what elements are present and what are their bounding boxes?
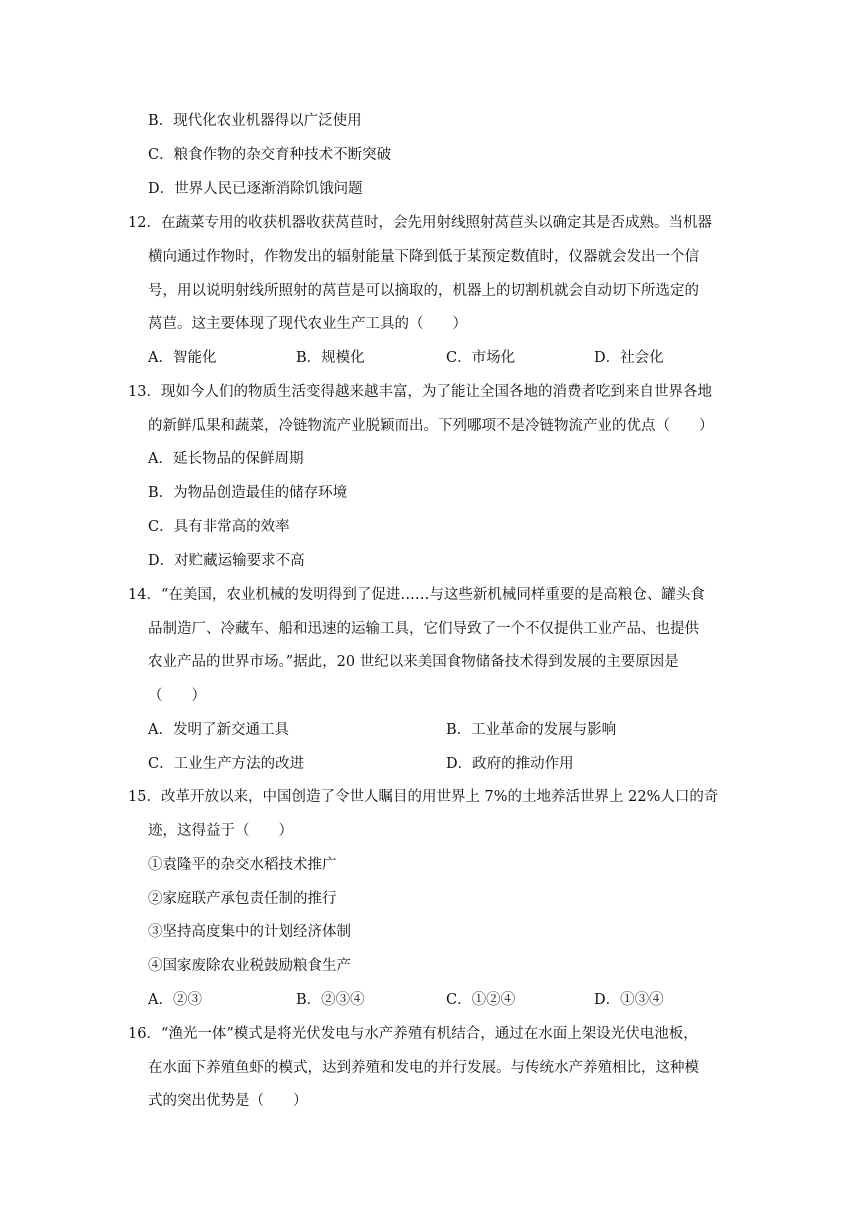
q12-stem-line-3: 号，用以说明射线所照射的莴苣是可以摘取的，机器上的切割机就会自动切下所选定的 <box>148 283 699 299</box>
q12-option-d: D．社会化 <box>594 350 664 366</box>
q14-stem-line-3: 农业产品的世界市场。”据此，20 世纪以来美国食物储备技术得到发展的主要原因是 <box>148 654 679 670</box>
q15-option-c: C．①②④ <box>446 992 516 1008</box>
q13-option-d: D．对贮藏运输要求不高 <box>148 553 305 569</box>
q15-option-d: D．①③④ <box>594 992 664 1008</box>
q15-statement-4: ④国家废除农业税鼓励粮食生产 <box>148 958 351 974</box>
q12-option-b: B．规模化 <box>296 350 365 366</box>
q16-stem-line-1: 16．“渔光一体”模式是将光伏发电与水产养殖有机结合，通过在水面上架设光伏电池板， <box>128 1026 698 1042</box>
q12-stem-line-4: 莴苣。这主要体现了现代农业生产工具的（ ） <box>148 316 467 332</box>
q11-option-d: D．世界人民已逐渐消除饥饿问题 <box>148 181 363 197</box>
q14-option-d: D．政府的推动作用 <box>446 756 574 772</box>
q11-option-c: C．粮食作物的杂交育种技术不断突破 <box>148 147 392 163</box>
q12-stem-line-1: 12．在蔬菜专用的收获机器收获莴苣时，会先用射线照射莴苣头以确定其是否成熟。当机器 <box>128 215 712 231</box>
q15-statement-3: ③坚持高度集中的计划经济体制 <box>148 924 351 940</box>
q13-option-a: A．延长物品的保鲜周期 <box>148 451 304 467</box>
q12-stem-line-2: 横向通过作物时，作物发出的辐射能量下降到低于某预定数值时，仪器就会发出一个信 <box>148 249 699 265</box>
q15-statement-1: ①袁隆平的杂交水稻技术推广 <box>148 857 337 873</box>
q16-stem-line-2: 在水面下养殖鱼虾的模式，达到养殖和发电的并行发展。与传统水产养殖相比，这种模 <box>148 1060 699 1076</box>
q15-stem-line-2: 迹，这得益于（ ） <box>148 823 293 839</box>
q12-option-a: A．智能化 <box>148 350 217 366</box>
q15-statement-2: ②家庭联产承包责任制的推行 <box>148 891 337 907</box>
q15-option-b: B．②③④ <box>296 992 365 1008</box>
q14-stem-line-4: （ ） <box>148 688 206 704</box>
q14-option-a: A．发明了新交通工具 <box>148 722 289 738</box>
q15-stem-line-1: 15．改革开放以来，中国创造了令世人瞩目的用世界上 7%的土地养活世界上 22%人口的奇 <box>128 789 719 805</box>
q11-option-b: B．现代化农业机器得以广泛使用 <box>148 113 362 129</box>
q14-stem-line-2: 品制造厂、冷藏车、船和迅速的运输工具，它们导致了一个不仅提供工业产品、也提供 <box>148 621 699 637</box>
q13-option-c: C．具有非常高的效率 <box>148 519 290 535</box>
q13-stem-line-2: 的新鲜瓜果和蔬菜，冷链物流产业脱颖而出。下列哪项不是冷链物流产业的优点（ ） <box>148 418 714 434</box>
q13-stem-line-1: 13．现如今人们的物质生活变得越来越丰富，为了能让全国各地的消费者吃到来自世界各地 <box>128 384 712 400</box>
q14-stem-line-1: 14．“在美国，农业机械的发明得到了促进……与这些新机械同样重要的是高粮仓、罐头食 <box>128 587 705 603</box>
q16-stem-line-3: 式的突出优势是（ ） <box>148 1093 308 1109</box>
q13-option-b: B．为物品创造最佳的储存环境 <box>148 485 348 501</box>
q14-option-b: B．工业革命的发展与影响 <box>446 722 617 738</box>
q14-option-c: C．工业生产方法的改进 <box>148 756 305 772</box>
q15-option-a: A．②③ <box>148 992 202 1008</box>
q12-option-c: C．市场化 <box>446 350 516 366</box>
